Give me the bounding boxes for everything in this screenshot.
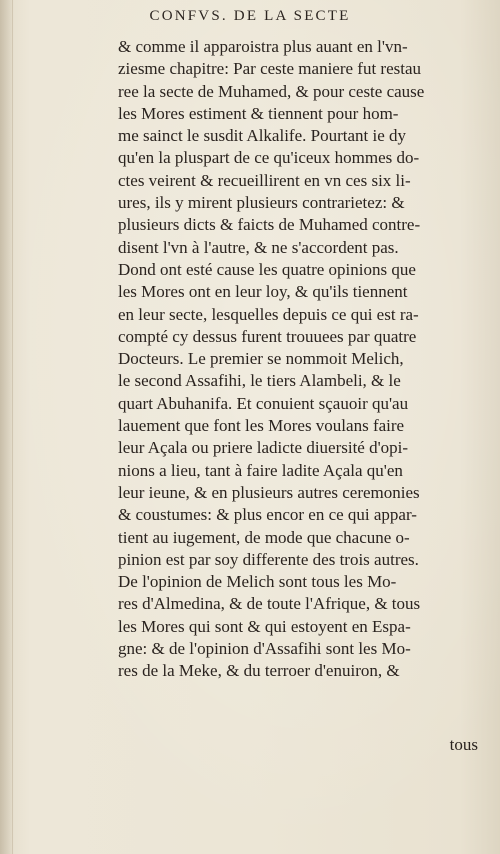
text-block: [118, 36, 488, 683]
text-line: tient au iugement, de mode que chacune o-: [118, 527, 410, 547]
text-line: res de la Meke, & du terroer d'enuiron, &: [118, 661, 400, 681]
text-line: quart Abuhanifa. Et conuient sçauoir qu'au: [118, 393, 409, 413]
text-line: qu'en la pluspart de ce qu'iceux hommes do-: [118, 148, 420, 168]
text-line: nions a lieu, tant à faire ladite Açala qu'en: [118, 460, 403, 480]
text-line: ctes veirent & recueillirent en vn ces six li-: [118, 170, 411, 190]
text-line: le second Assafihi, le tiers Alambeli, & le: [118, 371, 401, 391]
text-line: De l'opinion de Melich sont tous les Mo-: [118, 572, 397, 592]
catchword: tous: [449, 735, 478, 754]
text-line: leur Açala ou priere ladicte diuersité d'opi-: [118, 438, 409, 458]
text-line: les Mores estiment & tiennent pour hom-: [118, 103, 399, 123]
text-line: res d'Almedina, & de toute l'Afrique, & tous: [118, 594, 421, 614]
running-head: CONFVS. DE LA SECTE: [149, 8, 351, 24]
text-line: & coustumes: & plus encor en ce qui appar-: [118, 505, 417, 525]
text-line: & comme il apparoistra plus auant en l'vn-: [118, 37, 408, 56]
text-line: Docteurs. Le premier se nommoit Melich,: [118, 349, 404, 369]
text-line: Dond ont esté cause les quatre opinions que: [118, 259, 416, 279]
text-line: les Mores ont en leur loy, & qu'ils tiennent: [118, 282, 408, 302]
text-line: disent l'vn à l'autre, & ne s'accordent pas.: [118, 237, 399, 257]
text-line: ree la secte de Muhamed, & pour ceste cause: [118, 81, 425, 101]
page-edge: [12, 0, 13, 854]
text-line: plusieurs dicts & faicts de Muhamed contre-: [118, 215, 421, 235]
text-line: gne: & de l'opinion d'Assafihi sont les Mo-: [118, 639, 411, 659]
text-line: lauement que font les Mores voulans faire: [118, 416, 405, 436]
text-line: leur ieune, & en plusieurs autres ceremonies: [118, 482, 420, 502]
text-line: pinion est par soy differente des trois autres.: [118, 549, 419, 569]
text-line: me sainct le susdit Alkalife. Pourtant ie dy: [118, 126, 407, 146]
text-line: compté cy dessus furent trouuees par quatre: [118, 326, 417, 346]
text-line: les Mores qui sont & qui estoyent en Espa-: [118, 616, 411, 636]
text-line: ziesme chapitre: Par ceste maniere fut restau: [118, 59, 422, 79]
text-line: en leur secte, lesquelles depuis ce qui est ra-: [118, 304, 419, 324]
text-line: ures, ils y mirent plusieurs contrarietez: &: [118, 193, 405, 213]
